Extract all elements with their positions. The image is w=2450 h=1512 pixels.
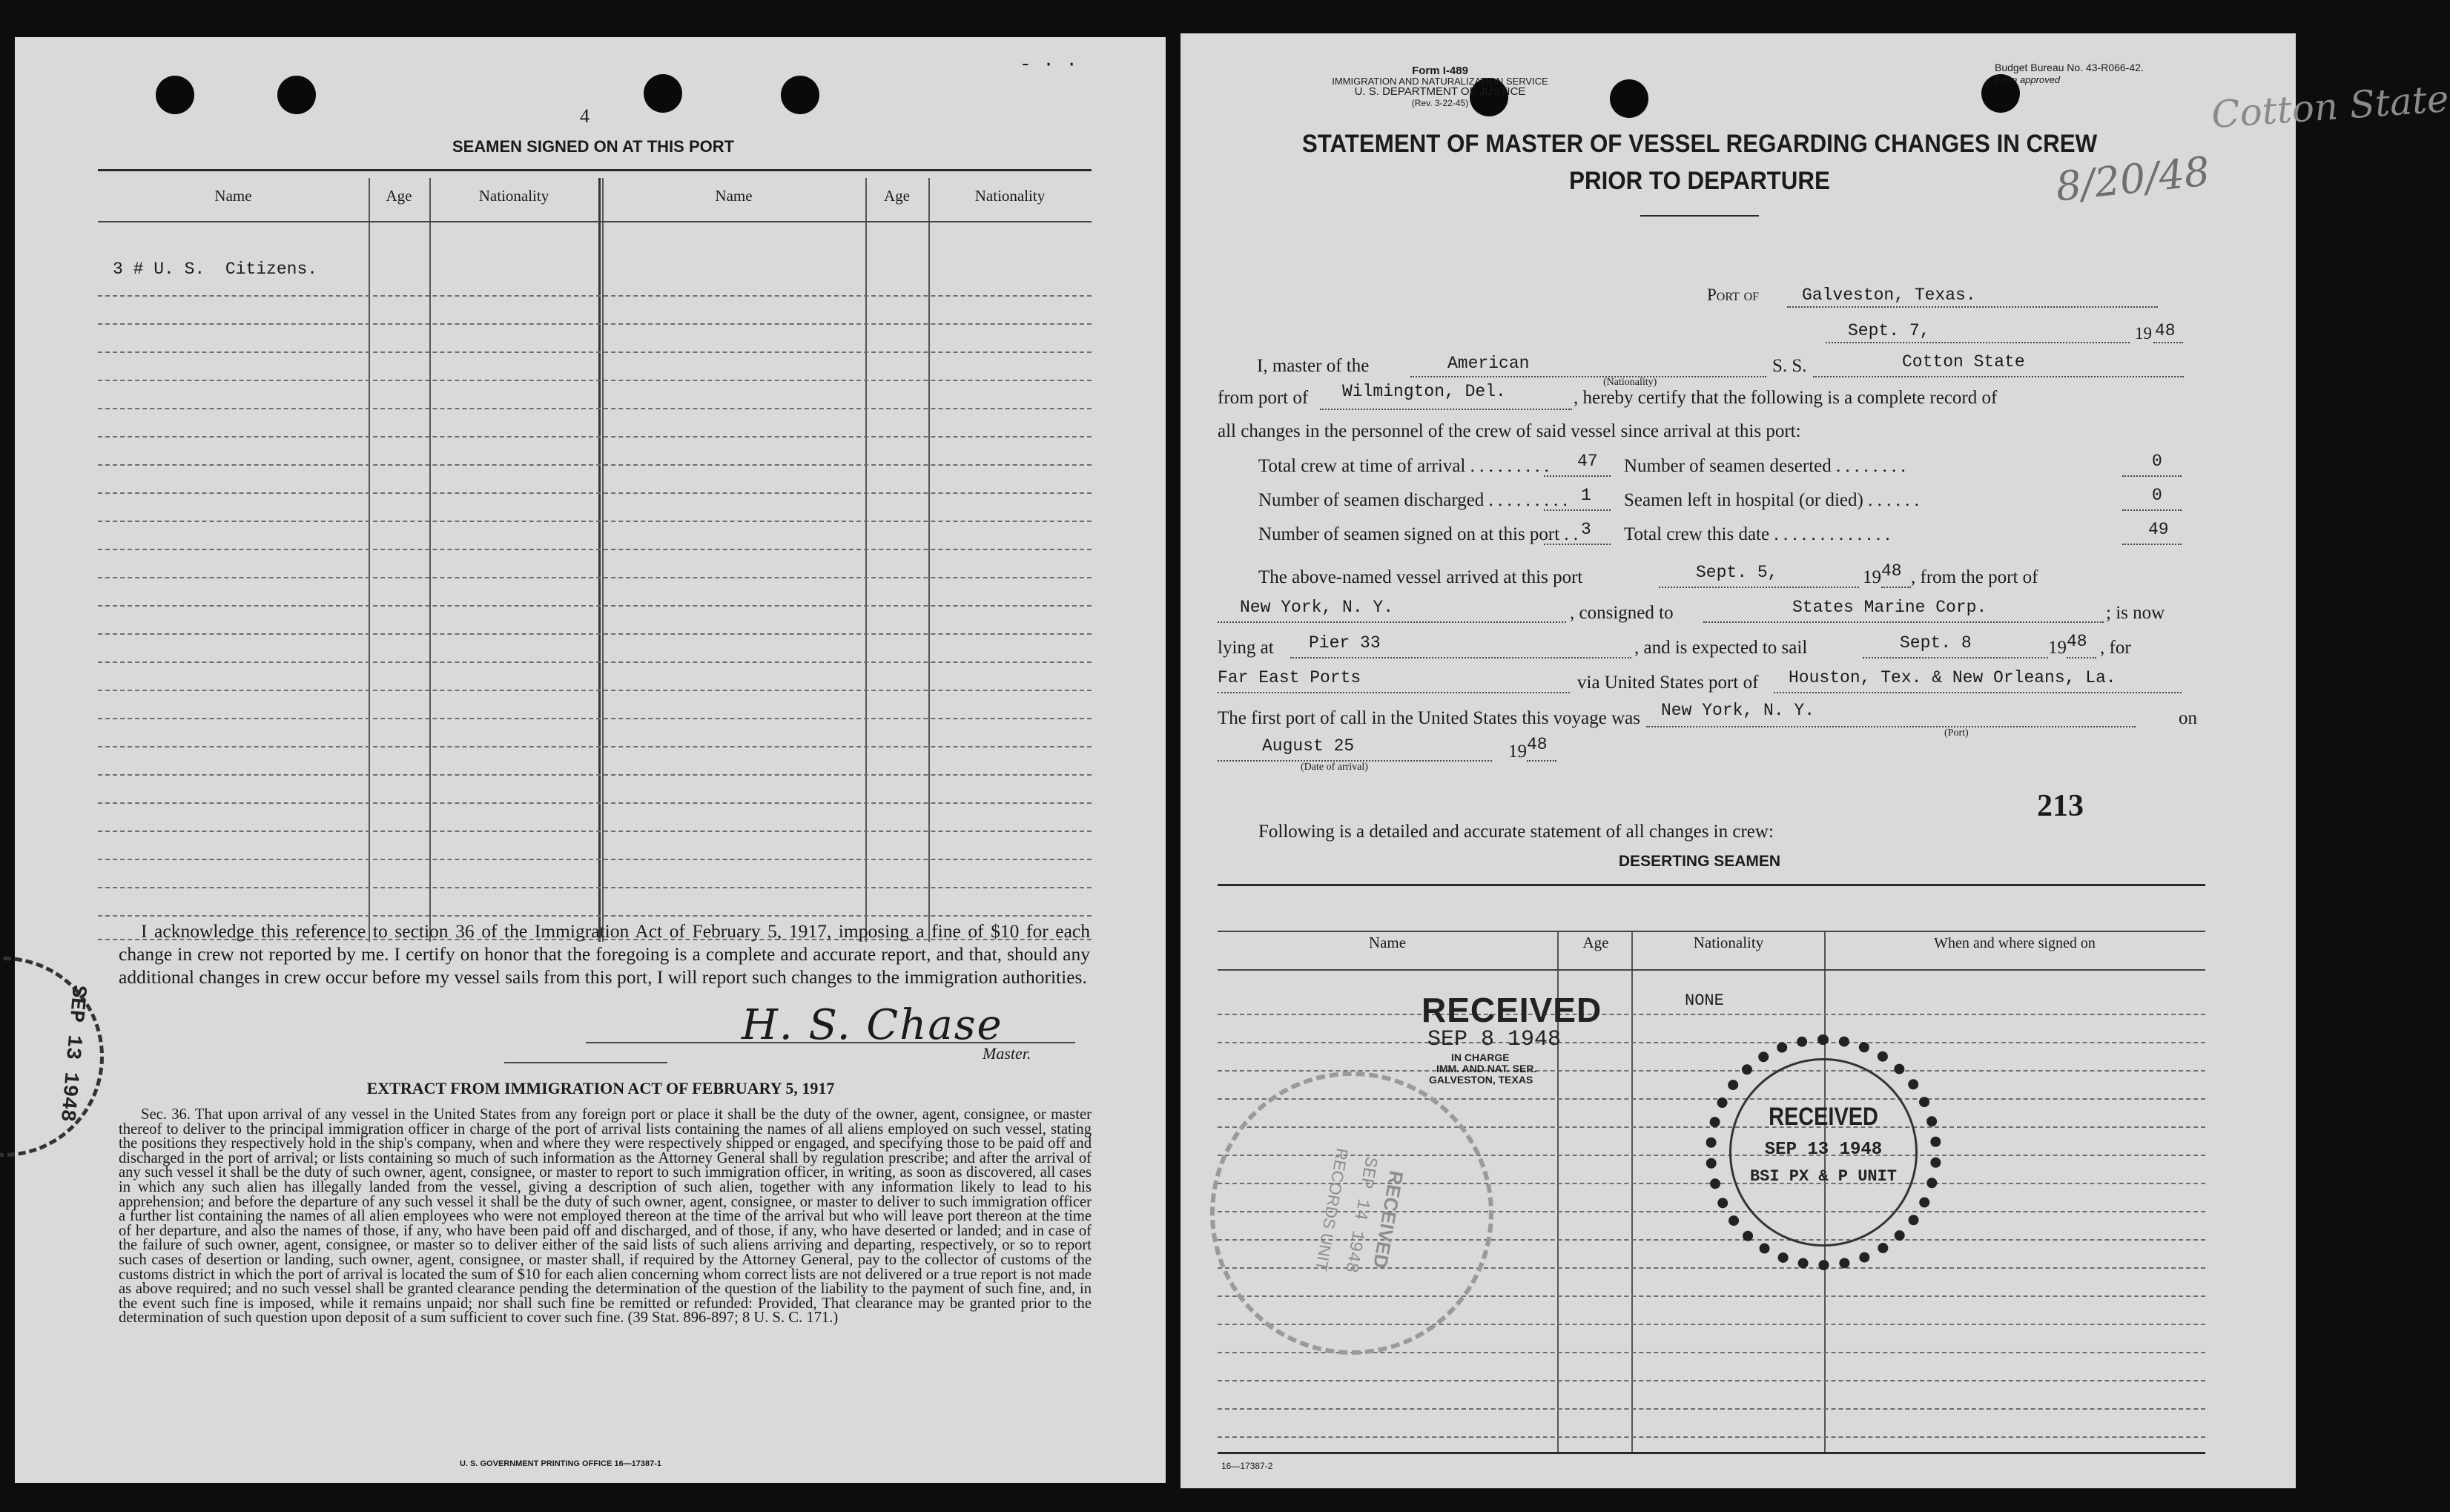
column-header-nationality: Nationality	[478, 187, 549, 205]
origin-field	[1218, 598, 1566, 623]
count-field	[2122, 486, 2182, 511]
year-prefix: 19	[1508, 742, 1527, 762]
stamp-unit: RECORDS UNIT	[1312, 1146, 1352, 1272]
from-port-value: Wilmington, Del.	[1342, 382, 1506, 401]
stamp-line: IN CHARGE	[1451, 1052, 1510, 1063]
stamp-date: SEP 13 1948	[54, 984, 90, 1123]
punch-hole	[781, 76, 819, 114]
row-rule	[98, 295, 1092, 297]
row-rule	[98, 774, 1092, 776]
nationality-caption: (Nationality)	[1603, 377, 1657, 388]
punch-hole	[277, 76, 316, 114]
column-divider	[429, 178, 431, 942]
sail-year: 48	[2067, 632, 2087, 651]
punch-hole	[156, 76, 194, 114]
right-page	[1181, 33, 2450, 1488]
all-changes-text: all changes in the personnel of the crew of said vessel since arrival at this port:	[1218, 421, 1801, 441]
destination-field	[1218, 668, 1570, 693]
origin-value: New York, N. Y.	[1240, 598, 1394, 617]
column-divider	[602, 178, 604, 942]
certify-text: , hereby certify that the following is a complete record of	[1574, 388, 1998, 408]
row-rule	[1218, 1014, 2205, 1015]
extract-text: Sec. 36. That upon arrival of any vessel in the United States from any foreign port or place it shall be the duty of the owner, agent, consignee, or master thereof to deliver to the principal immigration officer in charge of the port of arrival lists containing the names of all aliens employed on such vessel, stating the positions they respectively hold in the ship's company, when and where they were respectively shipped or engaged, and specifying those to be paid off and discharged in the port of arrival; or lists containing so much of such information as the Attorney General shall by regulation prescribe; and after the arrival of any such vessel it shall be the duty of such owner, agent, consignee, or master to report to such immigration officer, in writing, as soon as discovered, all cases in which any such alien has illegally landed from the vessel, giving a description of such alien, together with any information likely to lead to his apprehension; and before the departure of any such vessel it shall be the duty of such owner, agent, consignee, or master to deliver to such immigration officer a further list containing the names of all alien employees who were not employed thereon at the time of the arrival but who will leave port thereon at the time of her departure, and also the names of those, if any, who have been paid off and discharged, and of those, if any, who have deserted or landed; and in case of the failure of such owner, agent, consignee, or master so to deliver either of the said lists of such aliens arriving and departing, respectively, or so to report such cases of desertion or landing, such owner, agent, consignee, or master shall, if required by the Attorney General, pay to the collector of customs of the customs district in which the port of arrival is located the sum of $10 for each alien concerning whom correct lists are not delivered or a true report is not made as above required; and no such vessel shall be granted clearance pending the determination of the question of the liability to the payment of such fine, and, in the event such fine is imposed, while it remains unpaid; nor shall such fine be remitted or refunded: Provided, That clearance may be granted prior to the determination of such question upon deposit of a sum sufficient to cover such fine. (39 Stat. 896-897; 8 U. S. C. 171.)	[119, 1106, 1092, 1327]
arrived-value: Sept. 5,	[1696, 563, 1778, 582]
column-header-age: Age	[386, 187, 412, 205]
form-id: Form I-489	[1412, 65, 1468, 77]
consignee-field	[1703, 598, 2104, 623]
count-value: 3	[1581, 520, 1591, 539]
sail-year-field	[2067, 632, 2096, 658]
printing-office: U. S. GOVERNMENT PRINTING OFFICE 16—17387-1	[460, 1459, 662, 1468]
lying-value: Pier 33	[1309, 633, 1381, 653]
punch-hole	[644, 74, 682, 113]
row-rule	[98, 436, 1092, 438]
received-stamp-partial	[0, 957, 104, 1157]
table-top-rule	[98, 169, 1092, 171]
arrived-year-field	[1881, 561, 1911, 588]
header-rule	[1218, 969, 2205, 971]
count-value: 0	[2152, 486, 2162, 505]
column-header-name: Name	[1368, 934, 1407, 951]
divider	[504, 1062, 667, 1063]
count-value: 47	[1577, 452, 1598, 471]
count-field	[1544, 452, 1611, 477]
column-header-age: Age	[884, 187, 910, 205]
on-label: on	[2179, 708, 2197, 728]
first-port-value: New York, N. Y.	[1661, 701, 1815, 720]
year-field	[2153, 321, 2183, 343]
count-label: Total crew this date . . . . . . . . . . . . .	[1624, 524, 1890, 544]
row-rule	[98, 521, 1092, 522]
received-circular-stamp	[1706, 1034, 1941, 1270]
title-rule	[1640, 215, 1759, 217]
crew-entry: 3 # U. S. Citizens.	[113, 260, 318, 279]
row-rule	[98, 633, 1092, 635]
via-value: Houston, Tex. & New Orleans, La.	[1789, 668, 2116, 687]
count-value: 49	[2148, 520, 2169, 539]
stamp-title: RECEIVED	[1422, 991, 1602, 1029]
year-prefix: 19	[2048, 638, 2067, 658]
column-header-name: Name	[214, 187, 252, 205]
row-rule	[98, 464, 1092, 466]
count-value: 1	[1581, 486, 1591, 505]
count-label: Total crew at time of arrival . . . . . . . . .	[1258, 456, 1549, 476]
stamp-line: GALVESTON, TEXAS	[1429, 1074, 1533, 1086]
column-divider	[598, 178, 601, 942]
budget-bureau: Budget Bureau No. 43-R066-42.	[1995, 62, 2144, 73]
agency-line: IMMIGRATION AND NATURALIZATION SERVICE	[1332, 76, 1548, 87]
count-value: 0	[2152, 452, 2162, 471]
sail-value: Sept. 8	[1900, 633, 1972, 653]
acknowledgment-text: I acknowledge this reference to section 36 of the Immigration Act of February 5, 1917, imposing a fine of $10 for each change in crew not reported by me. I certify on honor that the foregoing is a complete and accurate report, and that, should any additional changes in crew occur before my vessel sails from this port, I will report such changes to the immigration authorities.	[119, 920, 1090, 988]
row-rule	[98, 605, 1092, 607]
date-value: Sept. 7,	[1848, 321, 1930, 340]
seamen-signed-title: SEAMEN SIGNED ON AT THIS PORT	[452, 137, 735, 156]
arrival-caption: (Date of arrival)	[1301, 762, 1368, 773]
count-field	[1544, 486, 1611, 511]
form-approved: Form approved	[1995, 74, 2061, 85]
consigned-label: , consigned to	[1570, 603, 1674, 623]
column-header-age: Age	[1582, 934, 1609, 951]
row-rule	[98, 718, 1092, 719]
arrival-year-field	[1527, 735, 1556, 762]
count-label: Number of seamen discharged . . . . . . . . .	[1258, 490, 1568, 510]
from-the-port-label: , from the port of	[1911, 567, 2038, 587]
following-text: Following is a detailed and accurate statement of all changes in crew:	[1258, 822, 1774, 842]
form-title-line-2: PRIOR TO DEPARTURE	[1569, 167, 1830, 195]
column-divider	[865, 178, 867, 942]
stamp-unit: BSI PX & P UNIT	[1749, 1167, 1898, 1186]
row-rule	[98, 859, 1092, 860]
arrived-label: The above-named vessel arrived at this port	[1258, 567, 1583, 587]
row-rule	[98, 492, 1092, 494]
row-rule	[1218, 1042, 2205, 1043]
lying-label: lying at	[1218, 638, 1274, 658]
count-label: Seamen left in hospital (or died) . . . . . .	[1624, 490, 1919, 510]
year-prefix: 19	[1863, 567, 1881, 587]
port-value: Galveston, Texas.	[1802, 285, 1976, 305]
department-line: U. S. DEPARTMENT OF JUSTICE	[1354, 85, 1526, 98]
destination-value: Far East Ports	[1218, 668, 1361, 687]
via-field	[1774, 668, 2182, 693]
column-header-signed-on: When and where signed on	[1934, 935, 2096, 951]
via-label: via United States port of	[1577, 673, 1759, 693]
row-rule	[98, 661, 1092, 663]
arrival-date-field	[1218, 736, 1492, 762]
count-label: Number of seamen signed on at this port . .	[1258, 524, 1579, 544]
footer-code: 16—17387-2	[1221, 1461, 1273, 1471]
row-rule	[98, 831, 1092, 832]
form-title-line-1: STATEMENT OF MASTER OF VESSEL REGARDING CHANGES IN CREW	[1301, 130, 2098, 158]
ship-value: Cotton State	[1902, 352, 2025, 372]
row-rule	[1218, 1070, 2205, 1072]
port-label: Port of	[1707, 285, 1760, 304]
year-prefix: 19	[2135, 324, 2152, 343]
seamen-table	[98, 178, 1092, 942]
from-port-field	[1320, 382, 1572, 410]
row-rule	[98, 549, 1092, 550]
arrival-year: 48	[1527, 735, 1548, 754]
revision-line: (Rev. 3-22-45)	[1411, 98, 1469, 108]
row-rule	[98, 408, 1092, 409]
row-rule	[98, 690, 1092, 691]
row-rule	[98, 323, 1092, 325]
row-rule	[98, 577, 1092, 578]
ss-label: S. S.	[1772, 356, 1807, 376]
deserting-title: DESERTING SEAMEN	[1618, 853, 1781, 870]
arrival-date-value: August 25	[1262, 736, 1355, 756]
first-port-field	[1646, 701, 2136, 727]
column-divider	[928, 178, 930, 942]
count-field	[2122, 520, 2182, 545]
master-label: I, master of the	[1257, 356, 1370, 376]
row-rule	[98, 915, 1092, 917]
count-label: Number of seamen deserted . . . . . . . .	[1624, 456, 1906, 476]
ship-field	[1813, 354, 2184, 377]
nationality-value: American	[1447, 354, 1530, 373]
column-header-nationality: Nationality	[1693, 934, 1764, 951]
desert-entry: NONE	[1685, 991, 1724, 1010]
lying-field	[1290, 633, 1631, 658]
date-field	[1826, 321, 2130, 343]
sail-field	[1863, 633, 2048, 658]
stamp-date: SEP 13 1948	[1764, 1140, 1883, 1160]
stamp-title: RECEIVED	[1368, 1169, 1408, 1270]
count-field	[1544, 520, 1611, 545]
row-rule	[98, 351, 1092, 353]
consignee-value: States Marine Corp.	[1792, 598, 1987, 617]
page-number: 4	[580, 105, 590, 127]
row-rule	[98, 802, 1092, 804]
arrived-year: 48	[1881, 561, 1902, 581]
row-rule	[98, 380, 1092, 381]
column-header-name: Name	[715, 187, 753, 205]
stamp-line: IMM. AND NAT. SER.	[1436, 1063, 1537, 1074]
stamp-title: RECEIVED	[1769, 1103, 1878, 1131]
column-divider	[369, 178, 370, 942]
received-stamp	[1422, 990, 1637, 1086]
header-top-rule	[1218, 931, 2205, 932]
corner-mark: - · ·	[1020, 53, 1078, 76]
nationality-field	[1410, 354, 1766, 377]
from-port-label: from port of	[1218, 388, 1309, 408]
left-page	[15, 37, 1166, 1483]
handwritten-date: 8/20/48	[2053, 148, 2212, 211]
master-signature: H. S. Chase	[742, 1001, 1003, 1049]
first-port-label: The first port of call in the United States this voyage was	[1218, 708, 1641, 728]
port-field	[1787, 285, 2158, 308]
row-rule	[1218, 1380, 2205, 1381]
handwritten-vessel: Cotton State	[2210, 76, 2450, 137]
arrived-field	[1659, 563, 1859, 588]
header-rule	[98, 221, 1092, 222]
file-number: 213	[2037, 789, 2084, 823]
expected-label: , and is expected to sail	[1634, 638, 1808, 658]
table-bottom-rule	[1218, 1452, 2205, 1454]
signature-caption: Master.	[983, 1044, 1031, 1063]
port-caption: (Port)	[1944, 727, 1969, 739]
row-rule	[98, 887, 1092, 888]
row-rule	[1218, 1408, 2205, 1410]
row-rule	[98, 746, 1092, 747]
year-value: 48	[2155, 321, 2176, 340]
stamp-date: SEP 14 1948	[1340, 1155, 1381, 1275]
count-field	[2122, 452, 2182, 477]
row-rule	[1218, 1436, 2205, 1438]
column-header-nationality: Nationality	[974, 187, 1046, 205]
stamp-date: SEP 8 1948	[1427, 1027, 1562, 1052]
for-label: , for	[2100, 638, 2131, 658]
extract-title: EXTRACT FROM IMMIGRATION ACT OF FEBRUARY 5, 1917	[366, 1079, 835, 1097]
is-now-label: ; is now	[2106, 603, 2165, 623]
